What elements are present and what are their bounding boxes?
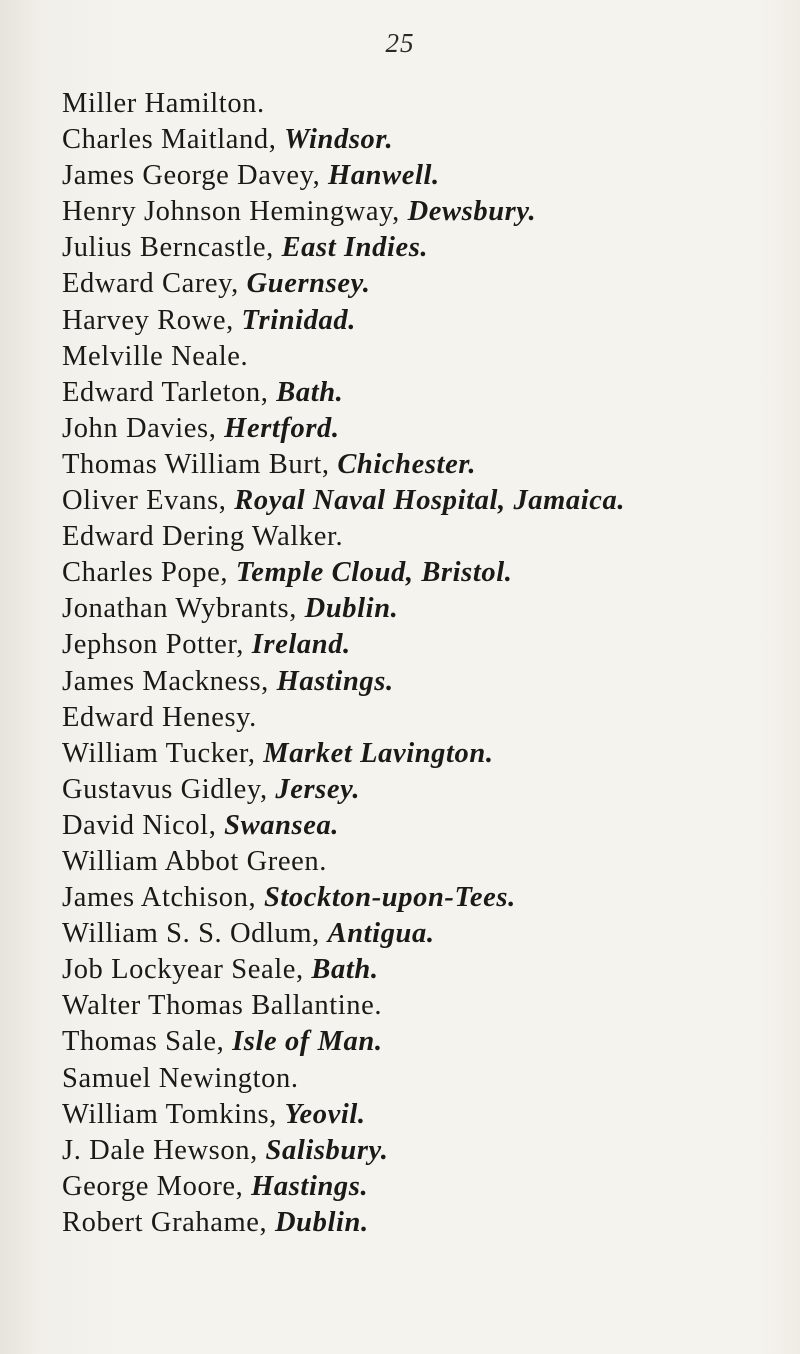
entry-place: Hastings. [276, 665, 394, 697]
entry-place: Salisbury. [265, 1134, 389, 1166]
entry-name: William Tomkins [62, 1098, 270, 1130]
entry-place: Bath. [276, 376, 344, 408]
entry-place: Guernsey. [246, 268, 371, 300]
entry-place: Hastings. [251, 1170, 369, 1202]
entry-name: Gustavus Gidley [62, 773, 260, 805]
entry-separator: , [269, 1098, 285, 1130]
entry-place: Dewsbury. [407, 196, 537, 228]
entry-place: Dublin. [304, 593, 399, 625]
list-item [62, 1024, 625, 1060]
entry-name: William Abbot Green. [62, 845, 327, 877]
list-item [62, 230, 625, 266]
entry-name: Walter Thomas Ballantine. [62, 990, 383, 1022]
entry-name: Henry Johnson Hemingway [62, 196, 393, 228]
entry-place: Hanwell. [328, 160, 440, 192]
entry-name: Edward Henesy. [62, 701, 257, 733]
entry-name: Thomas William Burt [62, 448, 322, 480]
entry-name: J. Dale Hewson [62, 1134, 251, 1166]
list-item [62, 266, 625, 302]
entry-place: Yeovil. [284, 1098, 366, 1130]
list-item [62, 483, 625, 519]
list-item [62, 1205, 625, 1241]
entry-place: Windsor. [284, 124, 394, 156]
list-item [62, 447, 625, 483]
entry-separator: , [312, 918, 328, 950]
entry-name: George Moore [62, 1170, 236, 1202]
entry-separator: , [392, 196, 408, 228]
entry-place: Chichester. [337, 448, 477, 480]
list-item [62, 122, 625, 158]
entry-name: Jonathan Wybrants [62, 593, 290, 625]
entry-separator: , [236, 629, 252, 661]
list-item [62, 1061, 625, 1097]
list-item [62, 880, 625, 916]
list-item [62, 158, 625, 194]
list-item [62, 86, 625, 122]
list-item [62, 952, 625, 988]
entry-place: Antigua. [327, 918, 435, 950]
entry-separator: , [295, 954, 312, 986]
page-number: 25 [385, 28, 415, 58]
entry-name: Edward Dering Walker. [62, 521, 344, 553]
entry-separator: , [208, 809, 225, 841]
list-item [62, 772, 625, 808]
entry-separator: , [218, 485, 235, 517]
entry-name: David Nicol [62, 809, 209, 841]
list-item [62, 1169, 625, 1205]
entry-name: Edward Carey [62, 268, 232, 300]
entry-place: Trinidad. [241, 304, 356, 336]
entry-separator: , [247, 737, 264, 769]
list-item [62, 627, 625, 663]
entry-name: Thomas Sale [62, 1026, 217, 1058]
list-item [62, 519, 625, 555]
name-list [62, 86, 625, 1241]
entry-separator: , [312, 160, 329, 192]
entry-name: Harvey Rowe [62, 304, 227, 336]
list-item [62, 375, 625, 411]
list-item [62, 411, 625, 447]
list-item [62, 1097, 625, 1133]
list-item [62, 988, 625, 1024]
entry-name: Oliver Evans [62, 485, 219, 517]
entry-name: Edward Tarleton [62, 376, 261, 408]
entry-name: Charles Pope [62, 557, 221, 589]
entry-name: Samuel Newington. [62, 1062, 299, 1094]
entry-place: Royal Naval Hospital, Jamaica. [234, 485, 626, 517]
entry-separator: , [259, 1206, 275, 1238]
entry-name: James Mackness [62, 665, 262, 697]
list-item [62, 844, 625, 880]
entry-place: Swansea. [224, 809, 340, 841]
entry-place: Bath. [311, 954, 379, 986]
entry-name: William Tucker [62, 737, 248, 769]
entry-separator: , [216, 1026, 233, 1058]
entry-separator: , [248, 882, 264, 914]
entry-separator: , [208, 412, 225, 444]
entry-separator: , [235, 1170, 252, 1202]
entry-place: East Indies. [281, 232, 429, 264]
entry-name: John Davies [62, 412, 209, 444]
entry-separator: , [226, 304, 242, 336]
entry-name: Julius Berncastle [62, 232, 267, 264]
entry-place: Jersey. [275, 773, 361, 805]
list-item [62, 916, 625, 952]
entry-place: Isle of Man. [232, 1026, 383, 1058]
entry-separator: , [220, 557, 236, 589]
list-item [62, 700, 625, 736]
entry-name: Melville Neale. [62, 340, 249, 372]
entry-place: Stockton-upon-Tees. [263, 882, 516, 914]
entry-name: Robert Grahame [62, 1206, 260, 1238]
entry-separator: , [261, 665, 277, 697]
entry-name: James George Davey [62, 160, 313, 192]
entry-name: Job Lockyear Seale [62, 954, 296, 986]
list-item [62, 555, 625, 591]
entry-separator: , [289, 593, 305, 625]
list-item [62, 736, 625, 772]
entry-separator: , [250, 1134, 266, 1166]
entry-separator: , [260, 376, 277, 408]
entry-separator: , [321, 448, 338, 480]
entry-place: Temple Cloud, Bristol. [235, 557, 513, 589]
entry-place: Market Lavington. [263, 737, 494, 769]
list-item [62, 591, 625, 627]
entry-separator: , [231, 268, 247, 300]
list-item [62, 1133, 625, 1169]
entry-separator: , [259, 773, 276, 805]
list-item [62, 808, 625, 844]
list-item [62, 339, 625, 375]
list-item [62, 303, 625, 339]
entry-place: Dublin. [275, 1206, 369, 1238]
entry-separator: , [266, 232, 282, 264]
entry-name: Miller Hamilton. [62, 88, 265, 119]
entry-place: Hertford. [224, 412, 340, 444]
list-item [62, 194, 625, 230]
entry-name: Charles Maitland [62, 124, 269, 156]
entry-name: William S. S. Odlum [62, 918, 313, 950]
entry-name: James Atchison [62, 882, 249, 914]
entry-name: Jephson Potter [62, 629, 237, 661]
entry-place: Ireland. [251, 629, 351, 661]
entry-separator: , [268, 124, 285, 156]
list-item [62, 664, 625, 700]
